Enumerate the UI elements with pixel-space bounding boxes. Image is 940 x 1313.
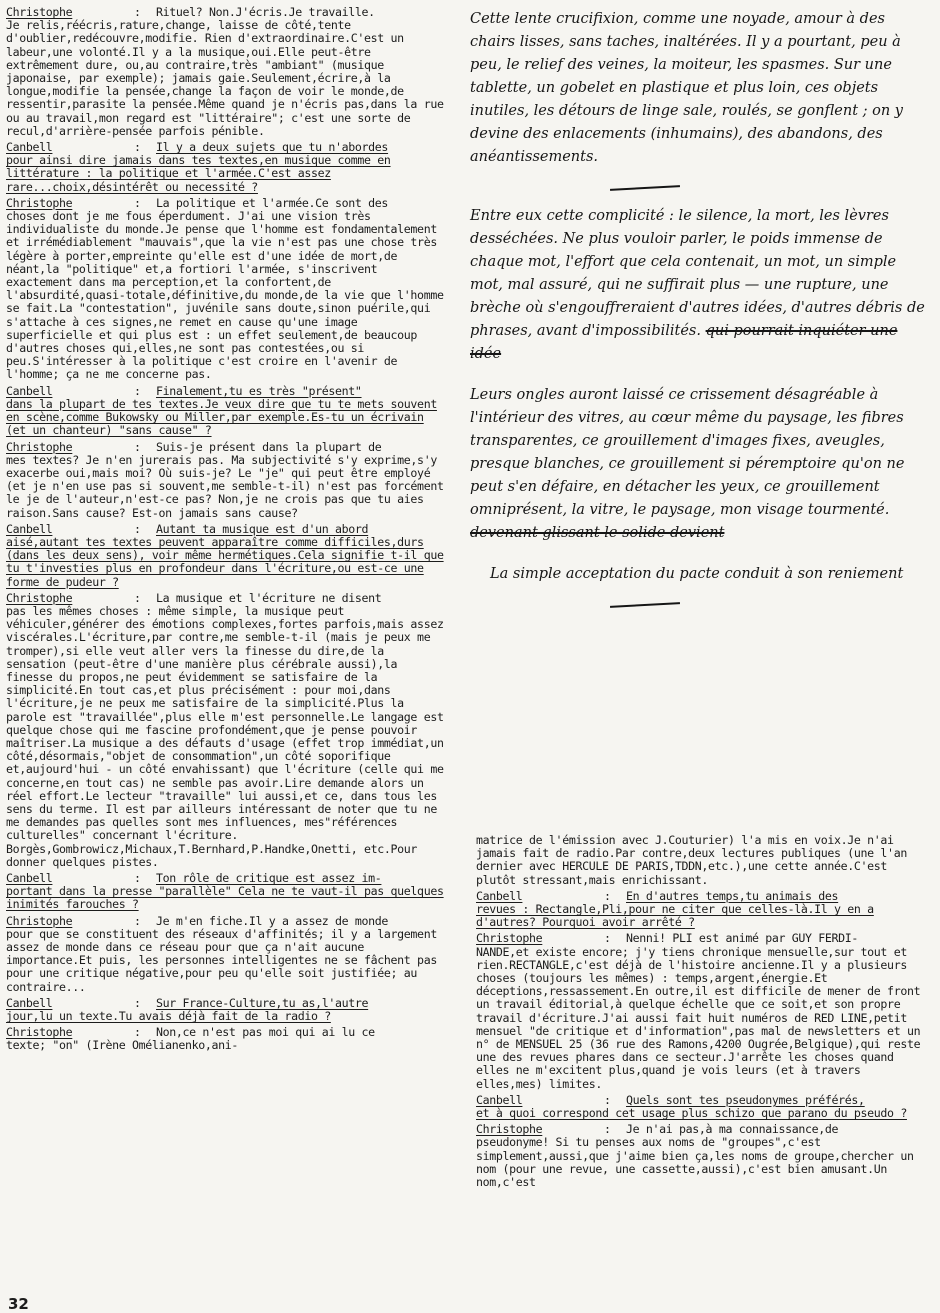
first-line: La politique et l'armée.Ce sont des	[156, 195, 389, 210]
speaker-separator: :	[134, 140, 141, 155]
speaker-separator: :	[134, 521, 141, 536]
entry-text: aisé,autant tes textes peuvent apparaître comme difficiles,durs (dans les deux sens), voir même hermétiques.Cela signifie t-il que tu t'investies plus en profondeur dans l'écriture,ou est-ce une forme de pudeur ?	[6, 534, 444, 589]
right-column	[476, 834, 926, 1192]
speaker-separator: :	[134, 5, 141, 19]
answer-entry	[6, 441, 444, 520]
handwritten-manuscript	[470, 8, 930, 828]
speaker-separator: :	[604, 931, 611, 946]
entry-text: texte; "on" (Irène Omélianenko,ani-	[6, 1038, 239, 1053]
speaker-label: Canbell	[6, 521, 53, 536]
entry-text: matrice de l'émission avec J.Couturier) l'a mis en voix.Je n'ai jamais fait de radio.Par contre,deux lectures publiques (une l'an dernier avec HERCULE DE PARIS,TDDN,etc.),une cette année.C'est plutôt stressant,mais enrichissant.	[476, 833, 907, 887]
left-column	[6, 6, 444, 1056]
first-line: La musique et l'écriture ne disent	[156, 590, 382, 605]
entry-text: pour que se constituent des réseaux d'affinités; il y a largement assez de monde dans ce réseau pour que ça n'ait aucune importance.Et puis, les personnes intelligentes ne se fâchent pas pour une critique négative,pour peu qu'elle soit justifiée; au contraire...	[6, 926, 437, 994]
speaker-label: Christophe	[6, 439, 73, 454]
question-entry	[6, 523, 444, 589]
speaker-label: Christophe	[6, 195, 73, 210]
entry-text: choses dont je me fous éperdument. J'ai une vision très individualiste du monde.Je pense que l'homme est fondamentalement et irrémédiablement "mauvais",que la vie n'est pas une chose très légère à porter,empreinte qu'elle est d'une idée de mort,de néant,la "politique" et,a fortiori l'armée, s'inscrivent exactement dans ma perception,et la confortent,de l'absurdité,quasi-totale,définitive,du monde,de la vie que l'homme se fait.La "contestation", juvénile sans doute,sinon puérile,qui s'attache à ces signes,ne remet en cause qu'une image superficielle et qui plus est : un effet seulement,de beaucoup d'autres choses qui,elles,ne sont pas contestées,ou si peu.S'intéresser à la politique c'est croire en l'avenir de l'homme; ça ne me concerne pas.	[6, 209, 444, 382]
speaker-label: Christophe	[6, 590, 73, 605]
answer-entry	[476, 1123, 926, 1189]
struck-text: qui pourrait inquiéter une idée	[470, 323, 898, 362]
speaker-separator: :	[134, 913, 141, 928]
speaker-label: Canbell	[6, 383, 53, 398]
speaker-label: Christophe	[476, 931, 543, 946]
first-line: Je m'en fiche.Il y a assez de monde	[156, 913, 389, 928]
question-entry	[476, 1094, 926, 1120]
entry-text: revues : Rectangle,Pli,pour ne citer que celles-là.Il y en a d'autres? Pourquoi avoir arrêté ?	[476, 902, 874, 930]
question-entry	[6, 997, 444, 1023]
first-line: Quels sont tes pseudonymes préférés,	[626, 1092, 865, 1107]
speaker-label: Canbell	[476, 1092, 523, 1107]
speaker-separator: :	[134, 195, 141, 210]
speaker-separator: :	[604, 888, 611, 903]
manuscript-paragraph: Entre eux cette complicité : le silence, la mort, les lèvres desséchées. Ne plus vouloir parler, le poids immense de chaque mot, l'effort que cela contenait, un mot, un simple mot, mal assuré, qui ne suffirait plus — une rupture, une brèche où s'engouffreraient d'autres idées, d'autres débris de phrases, avant d'impossibilités. qui pourrait inquiéter une idée	[470, 208, 925, 362]
first-line: En d'autres temps,tu animais des	[626, 888, 839, 903]
answer-entry	[476, 932, 926, 1090]
first-line: Je n'ai pas,à ma connaissance,de	[626, 1122, 839, 1137]
page-number: 32	[8, 1295, 29, 1313]
first-line: Sur France-Culture,tu as,l'autre	[156, 995, 369, 1010]
speaker-label: Canbell	[476, 888, 523, 903]
speaker-separator: :	[604, 1122, 611, 1137]
entry-text: dans la plupart de tes textes.Je veux dire que tu te mets souvent en scène,comme Bukowsky ou Miller,par exemple.Es-tu un écrivain (et un chanteur) "sans cause" ?	[6, 396, 437, 438]
speaker-label: Canbell	[6, 871, 53, 885]
question-entry	[6, 141, 444, 194]
speaker-label: Christophe	[6, 1025, 73, 1040]
entry-text: pas les mêmes choses : même simple, la musique peut véhiculer,générer des émotions complexes,fortes parfois,mais assez viscérales.L'écriture,par contre,me semble-t-il (mais je peux me tromper),si elle veut aller vers la finesse du dire,de la sensation (peut-être d'une manière plus cérébrale aussi),la finesse du propos,ne peut évidemment se satisfaire de la simplicité.En tout cas,et plus précisément : pour moi,dans l'écriture,je ne peux me satisfaire de la simplicité.Plus la parole est "travaillée",plus elle m'est personnelle.Le langage est quelque chose qui me fascine profondément,que je pense pouvoir maîtriser.La musique a des défauts d'usage (effet trop immédiat,un côté,désormais,"objet de consommation",un côté soporifique et,aujourd'hui - un côté envahissant) que l'écriture (celle qui me concerne,en tout cas) ne semble pas avoir.Lire demande alors un réel effort.Le lecteur "travaille" lui aussi,et ce, dans tous les sens du terme. Il est par ailleurs intéressant de noter que tu ne me demandes pas quelles sont mes influences, mes"références culturelles" concernant l'écriture. Borgès,Gombrowicz,Michaux,T.Bernhard,P.Handke,Onetti, etc.Pour donner quelques pistes.	[6, 603, 444, 869]
answer-entry	[476, 834, 926, 887]
speaker-label: Christophe	[6, 913, 73, 928]
question-entry	[476, 890, 926, 930]
first-line: Ton rôle de critique est assez im-	[156, 871, 382, 885]
speaker-label: Christophe	[6, 5, 73, 19]
speaker-separator: :	[134, 590, 141, 605]
divider	[610, 602, 680, 608]
first-line: Nenni! PLI est animé par GUY FERDI-	[626, 931, 859, 946]
first-line: Il y a deux sujets que tu n'abordes	[156, 140, 389, 155]
speaker-label: Canbell	[6, 995, 53, 1010]
answer-entry	[6, 1026, 444, 1052]
speaker-label: Canbell	[6, 140, 53, 155]
first-line: Rituel? Non.J'écris.Je travaille.	[156, 5, 375, 19]
question-entry	[6, 872, 444, 912]
speaker-separator: :	[604, 1092, 611, 1107]
answer-entry	[6, 197, 444, 382]
speaker-separator: :	[134, 439, 141, 454]
entry-text: Je relis,réécris,rature,change, laisse de côté,tente d'oublier,redécouvre,modifie. Rien d'extraordinaire.C'est un labeur,une volonté.Il y a la musique,oui.Elle peut-être extrêmement dure, ou,au contraire,très "ambiant" (musique japonaise, par exemple); jamais gaie.Seulement,écrire,à la longue,modifie la pensée,change la façon de voir le monde,de ressentir,parasite la pensée.Même quand je n'écris pas,dans la rue ou au travail,mon regard est "littéraire"; c'est une sorte de recul,d'arrière-pensée parfois pénible.	[6, 18, 444, 138]
speaker-separator: :	[134, 871, 141, 885]
question-entry	[6, 385, 444, 438]
speaker-separator: :	[134, 1025, 141, 1040]
entry-text: NANDE,et existe encore; j'y tiens chronique mensuelle,sur tout et rien.RECTANGLE,c'est déjà de l'histoire ancienne.Il y a plusieurs choses (toujours les mêmes) : temps,argent,énergie.Et déceptions,ressassement.En outre,il est difficile de mener de front un travail éditorial,à quelque échelle que ce soit,et son propre travail d'écriture.J'ai aussi fait huit numéros de RED LINE,petit mensuel "de critique et d'information",pas mal de newsletters et un n° de MENSUEL 25 (36 rue des Ramons,4200 Ougrée,Belgique),qui reste une des revues phares dans ce secteur.J'arrête les choses quand elles ne m'excitent plus,quand je vois leurs (et à travers elles,mes) limites.	[476, 944, 921, 1091]
manuscript-paragraph: La simple acceptation du pacte conduit à son reniement	[490, 566, 904, 582]
struck-text: devenant glissant le solide devient	[470, 525, 725, 541]
first-line: Non,ce n'est pas moi qui ai lu ce	[156, 1025, 375, 1040]
answer-entry	[6, 915, 444, 994]
manuscript-paragraph: Cette lente crucifixion, comme une noyade, amour à des chairs lisses, sans taches, inaltérées. Il y a pourtant, peu à peu, le relief des veines, la moiteur, les spasmes. Sur une tablette, un gobelet en plastique et plus loin, ces objets inutiles, les détours de linge sale, roulés, se gonflent ; on y devine des enlacements (inhumains), des abandons, des anéantissements.	[470, 11, 903, 165]
speaker-separator: :	[134, 383, 141, 398]
speaker-separator: :	[134, 995, 141, 1010]
entry-text: pour ainsi dire jamais dans tes textes,en musique comme en littérature : la politique et l'armée.C'est assez rare...choix,désintérêt ou necessité ?	[6, 153, 391, 194]
entry-text: pseudonyme! Si tu penses aux noms de "groupes",c'est simplement,aussi,que j'aime bien ça,les noms de groupe,chercher un nom (pour une revue, une cassette,aussi),c'est bien amusant.Un nom,c'est	[476, 1135, 914, 1190]
divider	[610, 185, 680, 191]
first-line: Suis-je présent dans la plupart de	[156, 439, 382, 454]
entry-text: mes textes? Je n'en jurerais pas. Ma subjectivité s'y exprime,s'y exacerbe oui,mais moi? Où suis-je? Le "je" qui peut être employé (et je n'en use pas si souvent,me semble-t-il) n'est pas forcément le je de l'auteur,n'est-ce pas? Non,je ne crois pas que tu aies raison.Sans cause? Est-on jamais sans cause?	[6, 452, 444, 520]
entry-text: jour,lu un texte.Tu avais déjà fait de la radio ?	[6, 1009, 331, 1024]
entry-text: et à quoi correspond cet usage plus schizo que parano du pseudo ?	[476, 1106, 907, 1121]
speaker-label: Christophe	[476, 1122, 543, 1137]
entry-text: portant dans la presse "parallèle" Cela ne te vaut-il pas quelques inimités farouches ?	[6, 884, 444, 912]
answer-entry	[6, 592, 444, 869]
first-line: Autant ta musique est d'un abord	[156, 521, 369, 536]
answer-entry	[6, 6, 444, 138]
manuscript-paragraph: Leurs ongles auront laissé ce crissement désagréable à l'intérieur des vitres, au cœur même du paysage, les fibres transparentes, ce grouillement d'images fixes, aveugles, presque blanches, ce grouillement si péremptoire qu'on ne peut s'en défaire, en détacher les yeux, ce grouillement omniprésent, la vitre, le paysage, mon visage tourmenté. devenant glissant le solide devient	[470, 387, 905, 541]
first-line: Finalement,tu es très "présent"	[156, 383, 362, 398]
